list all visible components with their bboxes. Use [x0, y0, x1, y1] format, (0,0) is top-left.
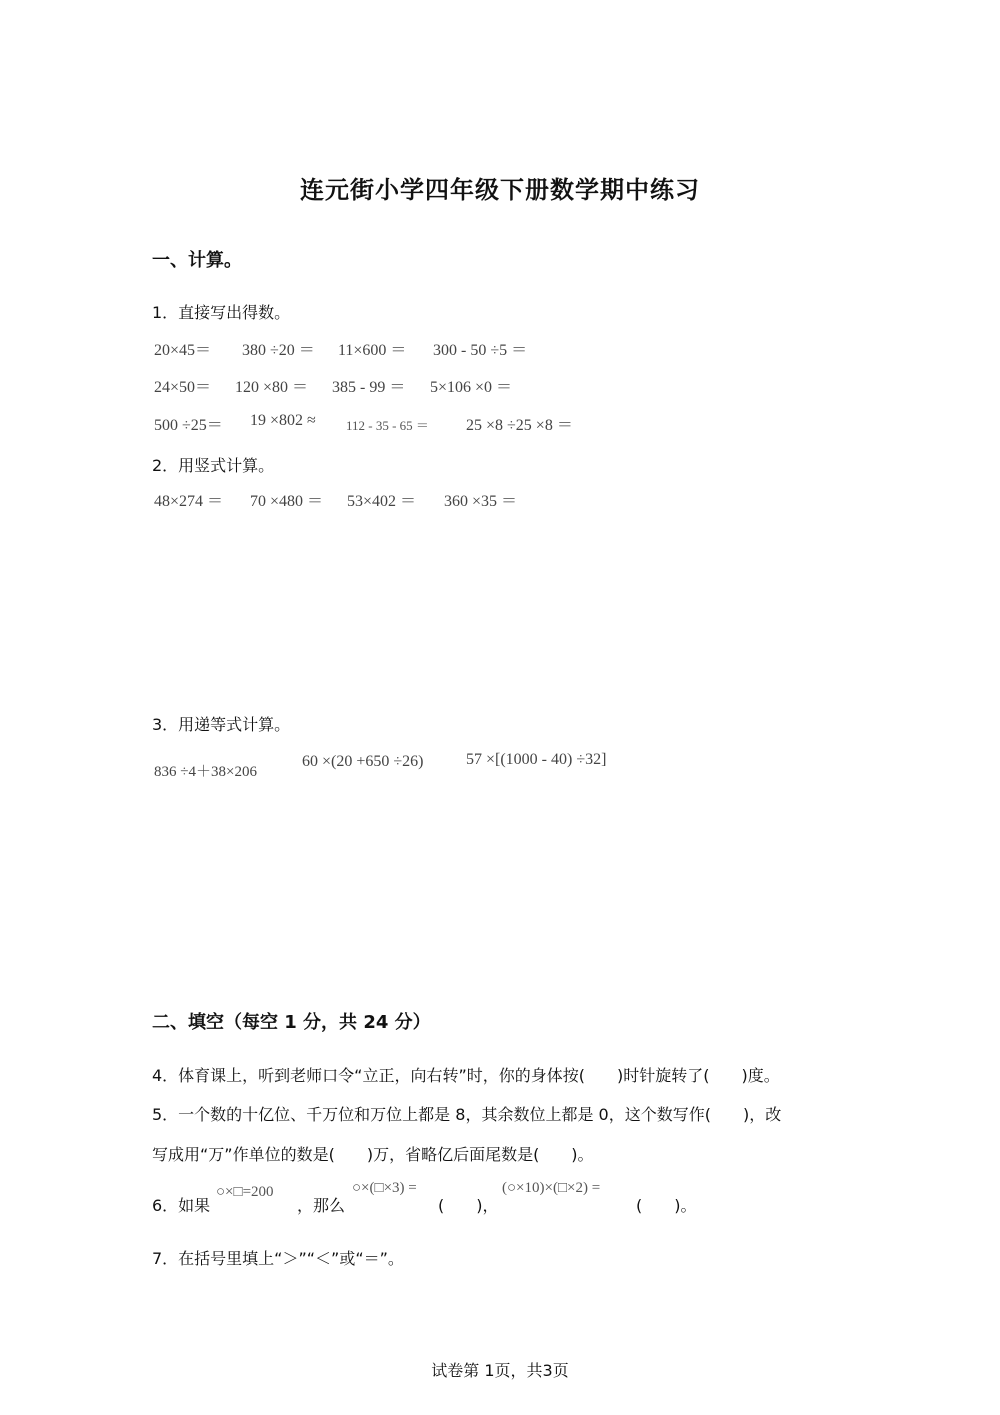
question-5-line-2: 写成用“万”作单位的数是( )万，省略亿后面尾数是( )。 [152, 1145, 594, 1164]
calc-item: 24×50＝ [154, 379, 212, 396]
question-1-label: 1．直接写出得数。 [152, 303, 291, 322]
vertical-calc-item: 53×402 ＝ [347, 493, 417, 510]
section-1-heading: 一、计算。 [152, 250, 242, 271]
question-6-blank-2: ( )。 [636, 1196, 697, 1215]
question-5-line-1: 5．一个数的十亿位、千万位和万位上都是 8，其余数位上都是 0，这个数写作( )，改 [152, 1105, 782, 1124]
question-4: 4．体育课上，听到老师口令“立正，向右转”时，你的身体按( )时针旋转了( )度。 [152, 1066, 780, 1085]
calc-item: 500 ÷25＝ [154, 417, 223, 434]
calc-item: 20×45＝ [154, 342, 212, 359]
question-7: 7．在括号里填上“＞”“＜”或“＝”。 [152, 1249, 404, 1268]
question-6-expression-2: (○×10)×(□×2) = [502, 1180, 601, 1196]
question-6-prefix: 6．如果 [152, 1196, 211, 1215]
calc-item: 385 - 99 ＝ [332, 379, 406, 396]
calc-item: 120 ×80 ＝ [235, 379, 309, 396]
question-6-blank-1: ( )， [438, 1196, 499, 1215]
vertical-calc-item: 360 ×35 ＝ [444, 493, 518, 510]
vertical-calc-item: 70 ×480 ＝ [250, 493, 324, 510]
calc-item: 11×600 ＝ [338, 342, 407, 359]
calc-item: 300 - 50 ÷5 ＝ [433, 342, 528, 359]
question-3-label: 3．用递等式计算。 [152, 715, 291, 734]
calc-item: 19 ×802 ≈ [250, 412, 316, 429]
section-2-heading: 二、填空（每空 1 分，共 24 分） [152, 1012, 431, 1033]
page-title: 连元街小学四年级下册数学期中练习 [300, 176, 700, 204]
stepwise-calc-item: 57 ×[(1000 - 40) ÷32] [466, 751, 607, 768]
vertical-calc-item: 48×274 ＝ [154, 493, 224, 510]
question-6-expression-1: ○×(□×3) = [352, 1180, 417, 1196]
stepwise-calc-item: 836 ÷4＋38×206 [154, 764, 257, 780]
calc-item: 25 ×8 ÷25 ×8 ＝ [466, 417, 573, 434]
calc-item: 5×106 ×0 ＝ [430, 379, 513, 396]
question-6-condition: ○×□=200 [216, 1184, 274, 1200]
calc-item: 112 - 35 - 65 ＝ [346, 418, 429, 433]
page-footer: 试卷第 1页，共3页 [431, 1361, 569, 1380]
calc-item: 380 ÷20 ＝ [242, 342, 315, 359]
stepwise-calc-item: 60 ×(20 +650 ÷26) [302, 753, 424, 770]
question-6-connector: ，那么 [297, 1196, 346, 1215]
question-2-label: 2．用竖式计算。 [152, 456, 275, 475]
